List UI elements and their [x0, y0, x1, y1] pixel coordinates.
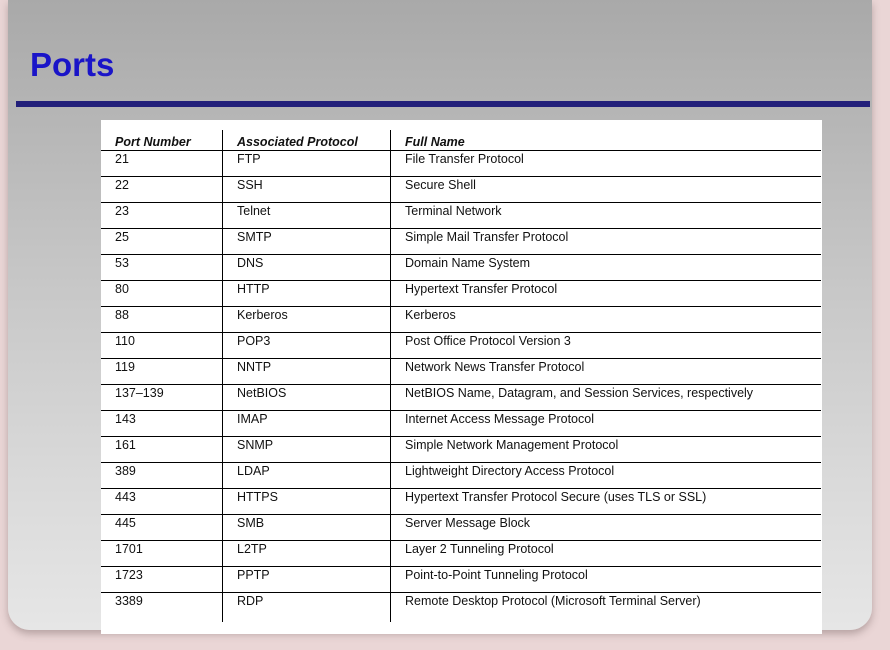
- protocol-cell: Telnet: [223, 203, 391, 229]
- port-number-cell: 1701: [101, 541, 223, 567]
- port-number-cell: 119: [101, 359, 223, 385]
- full-name-cell: Remote Desktop Protocol (Microsoft Terminal Server): [391, 593, 822, 622]
- table-row: [101, 411, 821, 437]
- table-row: [101, 359, 821, 385]
- table-row: [101, 593, 821, 622]
- full-name-cell: Hypertext Transfer Protocol: [391, 281, 822, 307]
- port-number-cell: 137–139: [101, 385, 223, 411]
- table-row: [101, 177, 821, 203]
- protocol-cell: L2TP: [223, 541, 391, 567]
- full-name-cell: Hypertext Transfer Protocol Secure (uses TLS or SSL): [391, 489, 822, 515]
- full-name-cell: File Transfer Protocol: [391, 151, 822, 177]
- full-name-cell: Domain Name System: [391, 255, 822, 281]
- full-name-cell: NetBIOS Name, Datagram, and Session Services, respectively: [391, 385, 822, 411]
- table-row: [101, 281, 821, 307]
- full-name-cell: Kerberos: [391, 307, 822, 333]
- ports-table: [101, 130, 821, 622]
- port-number-cell: 21: [101, 151, 223, 177]
- table-header-row: [101, 130, 821, 151]
- table-row: [101, 151, 821, 177]
- port-number-cell: 389: [101, 463, 223, 489]
- full-name-cell: Lightweight Directory Access Protocol: [391, 463, 822, 489]
- table-row: [101, 229, 821, 255]
- protocol-cell: SSH: [223, 177, 391, 203]
- column-header-associated-protocol: Associated Protocol: [223, 130, 391, 151]
- port-number-cell: 3389: [115, 594, 143, 608]
- table-row: [101, 515, 821, 541]
- table-row: [101, 255, 821, 281]
- port-number-cell: 161: [101, 437, 223, 463]
- protocol-cell: NNTP: [223, 359, 391, 385]
- port-number-cell: 22: [101, 177, 223, 203]
- port-number-cell: 80: [101, 281, 223, 307]
- port-number-cell: 53: [101, 255, 223, 281]
- full-name-cell: Point-to-Point Tunneling Protocol: [391, 567, 822, 593]
- full-name-cell: Simple Mail Transfer Protocol: [391, 229, 822, 255]
- title-underline: [16, 101, 870, 107]
- slide: [8, 0, 872, 630]
- port-number-cell: 1723: [101, 567, 223, 593]
- full-name-cell: Network News Transfer Protocol: [391, 359, 822, 385]
- port-number-cell: 110: [101, 333, 223, 359]
- protocol-cell: SNMP: [223, 437, 391, 463]
- port-number-cell: 443: [101, 489, 223, 515]
- port-number-cell: 25: [101, 229, 223, 255]
- port-number-cell: 23: [101, 203, 223, 229]
- protocol-cell: SMTP: [223, 229, 391, 255]
- table-row: [101, 463, 821, 489]
- table-row: [101, 307, 821, 333]
- port-number-cell: 143: [101, 411, 223, 437]
- table-body: [101, 151, 821, 622]
- protocol-cell: LDAP: [223, 463, 391, 489]
- column-header-full-name: Full Name: [391, 130, 822, 151]
- table-row: [101, 437, 821, 463]
- table-row: [101, 385, 821, 411]
- full-name-cell: Secure Shell: [391, 177, 822, 203]
- protocol-cell: IMAP: [223, 411, 391, 437]
- port-number-cell: 88: [101, 307, 223, 333]
- protocol-cell: PPTP: [223, 567, 391, 593]
- table-row: [101, 567, 821, 593]
- full-name-cell: Internet Access Message Protocol: [391, 411, 822, 437]
- table-row: [101, 203, 821, 229]
- column-header-port-number: Port Number: [101, 130, 223, 151]
- protocol-cell: RDP: [223, 593, 391, 622]
- full-name-cell: Terminal Network: [391, 203, 822, 229]
- ports-table-panel: [101, 120, 822, 634]
- protocol-cell: FTP: [223, 151, 391, 177]
- protocol-cell: NetBIOS: [223, 385, 391, 411]
- full-name-cell: Layer 2 Tunneling Protocol: [391, 541, 822, 567]
- protocol-cell: DNS: [223, 255, 391, 281]
- full-name-cell: Post Office Protocol Version 3: [391, 333, 822, 359]
- port-number-cell: 445: [101, 515, 223, 541]
- table-row: [101, 541, 821, 567]
- protocol-cell: HTTPS: [223, 489, 391, 515]
- protocol-cell: HTTP: [223, 281, 391, 307]
- protocol-cell: SMB: [223, 515, 391, 541]
- protocol-cell: POP3: [223, 333, 391, 359]
- full-name-cell: Simple Network Management Protocol: [391, 437, 822, 463]
- slide-title: Ports: [30, 46, 115, 83]
- protocol-cell: Kerberos: [223, 307, 391, 333]
- full-name-cell: Server Message Block: [391, 515, 822, 541]
- table-row: [101, 333, 821, 359]
- table-row: [101, 489, 821, 515]
